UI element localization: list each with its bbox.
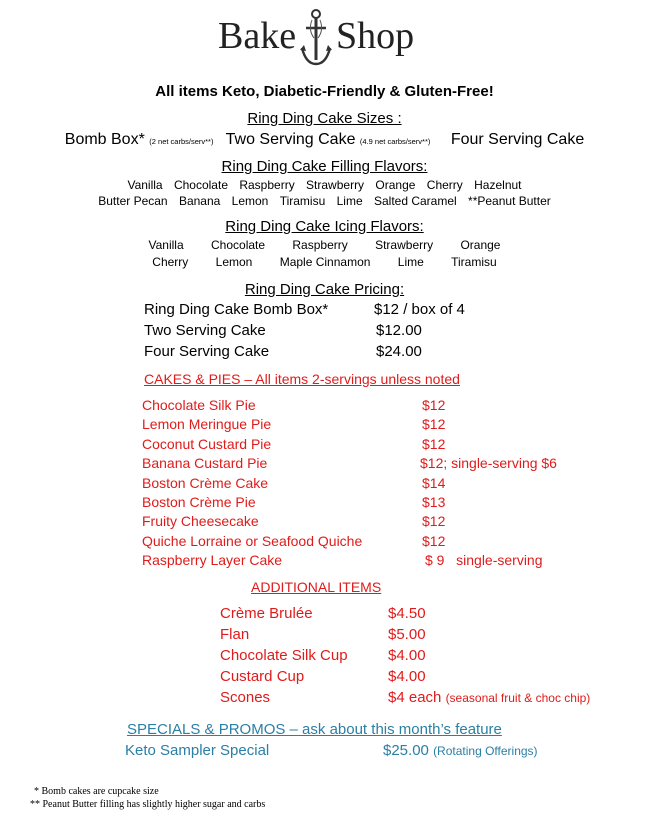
flavor-item: Raspberry [239, 178, 295, 192]
additional-name: Crème Brulée [220, 605, 313, 622]
anchor-whisk-icon [298, 8, 334, 70]
cake-name: Raspberry Layer Cake [142, 552, 283, 568]
flavor-item: Tiramisu [279, 194, 326, 208]
cake-price: $12; single-serving $6 [420, 455, 557, 471]
size-two-serving-note: (4.9 net carbs/serv**) [359, 137, 431, 146]
flavor-item: Lime [336, 194, 363, 208]
cake-name: Boston Crème Pie [142, 494, 256, 510]
flavor-item: Maple Cinnamon [279, 255, 371, 269]
cake-price: $12 [422, 513, 446, 529]
additional-price: $4 each [388, 689, 442, 706]
tagline: All items Keto, Diabetic-Friendly & Gluten-Free! [155, 83, 494, 100]
cake-name: Fruity Cheesecake [142, 513, 259, 529]
icing-row-2 [0, 255, 649, 269]
additional-name: Chocolate Silk Cup [220, 647, 348, 664]
pricing-price: $24.00 [376, 343, 422, 360]
additional-price: $4.00 [388, 647, 426, 664]
special-name: Keto Sampler Special [125, 742, 270, 759]
specials-heading: SPECIALS & PROMOS – ask about this month’s feature [127, 721, 502, 738]
cake-price: $12 [422, 436, 446, 452]
flavor-item: Hazelnut [474, 178, 522, 192]
filling-heading: Ring Ding Cake Filling Flavors: [221, 158, 428, 175]
cake-name: Banana Custard Pie [142, 455, 268, 471]
flavor-item: Butter Pecan [98, 194, 168, 208]
flavor-item: Raspberry [292, 238, 348, 252]
icing-heading: Ring Ding Cake Icing Flavors: [225, 218, 424, 235]
additional-price: $4.50 [388, 605, 426, 622]
size-two-serving: Two Serving Cake [225, 131, 356, 148]
cake-price: $14 [422, 475, 446, 491]
icing-row-1 [0, 238, 649, 252]
logo-word-shop: Shop [336, 15, 415, 57]
flavor-item: Orange [375, 178, 416, 192]
cake-price: $13 [422, 494, 446, 510]
cakes-heading: CAKES & PIES – All items 2-servings unless noted [144, 371, 460, 387]
additional-name: Scones [220, 689, 271, 706]
filling-row-2 [0, 194, 649, 208]
flavor-item: Vanilla [127, 178, 163, 192]
additional-note: (seasonal fruit & choc chip) [445, 691, 591, 705]
cake-name: Boston Crème Cake [142, 475, 269, 491]
flavor-item: Lemon [231, 194, 269, 208]
pricing-price: $12 / box of 4 [374, 301, 465, 318]
flavor-item: Strawberry [375, 238, 434, 252]
flavor-item: Cherry [426, 178, 463, 192]
flavor-item: Banana [178, 194, 221, 208]
cake-price: $12 [422, 533, 446, 549]
cake-name: Coconut Custard Pie [142, 436, 272, 452]
flavor-item: Vanilla [148, 238, 184, 252]
cake-price: $12 [422, 397, 446, 413]
additional-price-row [388, 689, 590, 706]
pricing-price: $12.00 [376, 322, 422, 339]
additional-price: $5.00 [388, 626, 426, 643]
filling-row-1 [0, 178, 649, 192]
flavor-item: Chocolate [173, 178, 228, 192]
special-price-row [383, 742, 538, 759]
flavor-item: Lemon [215, 255, 253, 269]
size-bomb-box: Bomb Box* [64, 131, 145, 148]
special-price: $25.00 [383, 742, 429, 759]
flavor-item: Lime [397, 255, 424, 269]
pricing-name: Ring Ding Cake Bomb Box* [144, 301, 329, 318]
flavor-item: Orange [460, 238, 501, 252]
flavor-item: **Peanut Butter [468, 194, 551, 208]
footnote-bomb-cakes: * Bomb cakes are cupcake size [34, 786, 159, 797]
flavor-item: Tiramisu [451, 255, 497, 269]
flavor-item: Strawberry [306, 178, 365, 192]
cake-name: Lemon Meringue Pie [142, 416, 272, 432]
pricing-name: Four Serving Cake [144, 343, 270, 360]
footnote-peanut-butter: ** Peanut Butter filling has slightly higher sugar and carbs [30, 799, 266, 810]
sizes-row [0, 131, 649, 149]
flavor-item: Salted Caramel [373, 194, 457, 208]
special-note: (Rotating Offerings) [433, 744, 538, 758]
size-four-serving: Four Serving Cake [450, 131, 585, 148]
bakeshop-logo [210, 8, 440, 70]
pricing-heading: Ring Ding Cake Pricing: [244, 281, 405, 298]
additional-name: Flan [220, 626, 250, 643]
cake-name: Chocolate Silk Pie [142, 397, 256, 413]
logo-word-bake: Bake [218, 15, 297, 57]
sizes-heading: Ring Ding Cake Sizes : [247, 110, 402, 127]
cake-price: $12 [422, 416, 446, 432]
additional-name: Custard Cup [220, 668, 305, 685]
flavor-item: Cherry [152, 255, 189, 269]
pricing-name: Two Serving Cake [144, 322, 266, 339]
cake-price: $ 9 single-serving [425, 552, 543, 568]
size-bomb-box-note: (2 net carbs/serv**) [149, 137, 214, 146]
additional-heading: ADDITIONAL ITEMS [251, 579, 382, 595]
cake-name: Quiche Lorraine or Seafood Quiche [142, 533, 363, 549]
flavor-item: Chocolate [211, 238, 266, 252]
additional-price: $4.00 [388, 668, 426, 685]
